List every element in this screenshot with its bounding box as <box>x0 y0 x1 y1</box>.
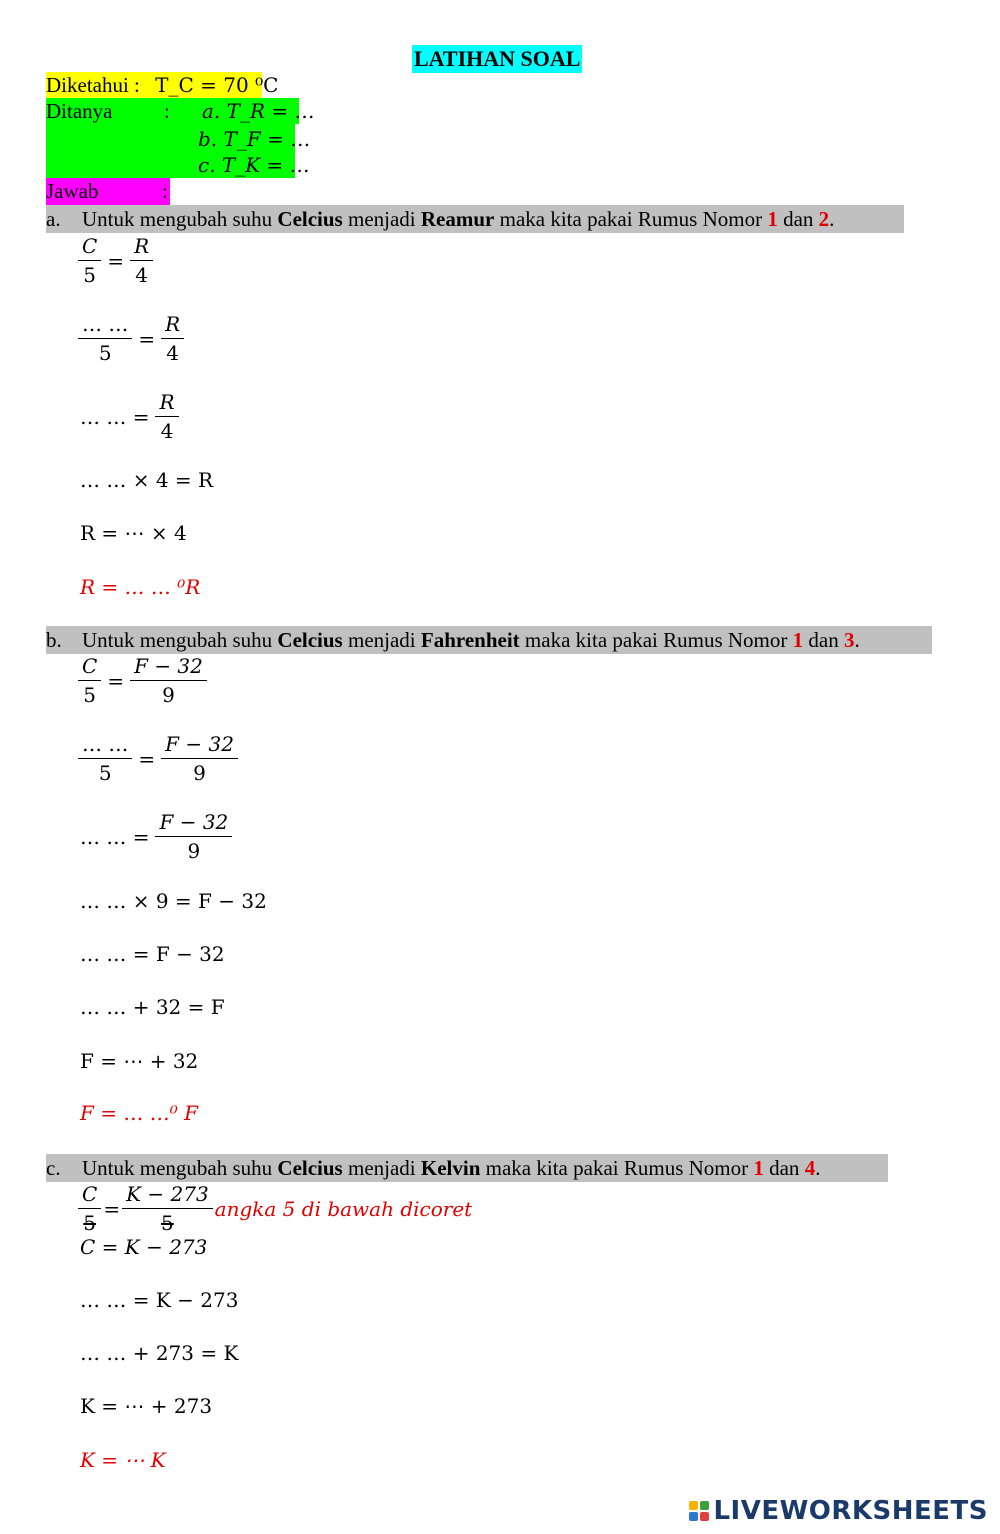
a-step-1: $\frac{C}{5}$ = $\frac{R}{4}$ <box>80 232 151 289</box>
brand-text: LIVEWORKSHEETS <box>713 1496 988 1526</box>
section-b-text: Untuk mengubah suhu Celcius menjadi Fahrenheit maka kita pakai Rumus Nomor 1 dan 3. <box>82 628 860 652</box>
page-title: LATIHAN SOAL <box>414 46 581 71</box>
b-step-1: $\frac{C}{5}$ = $\frac{F - 32}{9}$ <box>80 652 205 709</box>
asked-label: Ditanya <box>46 99 113 123</box>
given-label: Diketahui : <box>46 73 140 97</box>
section-c-letter: c. <box>46 1156 61 1180</box>
asked-colon: : <box>164 99 170 123</box>
b-step-5: … … = F − 32 <box>80 942 225 966</box>
c-note: angka 5 di bawah dicoret <box>214 1196 473 1221</box>
c-step-3: … … = K − 273 <box>80 1288 239 1312</box>
section-a-heading <box>46 205 904 233</box>
asked-row <box>46 98 315 124</box>
b-result: F = … …⁰ F <box>80 1101 198 1125</box>
b-step-7: F = ⋯ + 32 <box>80 1049 199 1073</box>
asked-a: a. T_R = … <box>202 99 315 123</box>
b-step-4: … … × 9 = F − 32 <box>80 889 267 913</box>
section-c-text: Untuk mengubah suhu Celcius menjadi Kelvin maka kita pakai Rumus Nomor 1 dan 4. <box>82 1156 821 1180</box>
asked-c: c. T_K = … <box>198 153 310 177</box>
section-a-letter: a. <box>46 207 61 231</box>
given-row <box>46 72 279 98</box>
c-result: K = ⋯ K <box>80 1448 166 1472</box>
b-step-2: $\frac{\dots \dots}{5}$ = $\frac{F - 32}{9}$ <box>80 730 236 787</box>
asked-row-2 <box>46 124 311 178</box>
liveworksheets-logo[interactable] <box>689 1496 988 1526</box>
a-step-4: … … × 4 = R <box>80 468 214 492</box>
section-a-text: Untuk mengubah suhu Celcius menjadi Reamur maka kita pakai Rumus Nomor 1 dan 2. <box>82 207 835 231</box>
section-b-letter: b. <box>46 628 62 652</box>
given-value: T_C = 70 ⁰C <box>155 73 279 97</box>
b-step-3: … … = $\frac{F - 32}{9}$ <box>80 808 230 865</box>
a-step-3: … … = $\frac{R}{4}$ <box>80 388 177 445</box>
section-c-heading <box>46 1154 888 1182</box>
a-step-2: $\frac{\dots \dots}{5}$ = $\frac{R}{4}$ <box>80 310 182 367</box>
section-b-heading <box>46 626 932 654</box>
c-step-2: C = K − 273 <box>80 1235 208 1259</box>
a-step-5: R = ⋯ × 4 <box>80 521 187 545</box>
c-step-1: $\frac{C}{5}$ = $\frac{K - 273}{5}$ angka 5 di bawah dicoret <box>80 1180 472 1237</box>
c-step-5: K = ⋯ + 273 <box>80 1394 213 1418</box>
liveworksheets-icon <box>689 1501 709 1521</box>
answer-label: Jawab <box>46 179 99 203</box>
b-step-6: … … + 32 = F <box>80 995 225 1019</box>
asked-b: b. T_F = … <box>198 127 311 151</box>
a-result: R = … … ⁰R <box>80 575 201 599</box>
answer-colon: : <box>162 179 168 203</box>
answer-row <box>46 178 170 205</box>
c-step-4: … … + 273 = K <box>80 1341 239 1365</box>
